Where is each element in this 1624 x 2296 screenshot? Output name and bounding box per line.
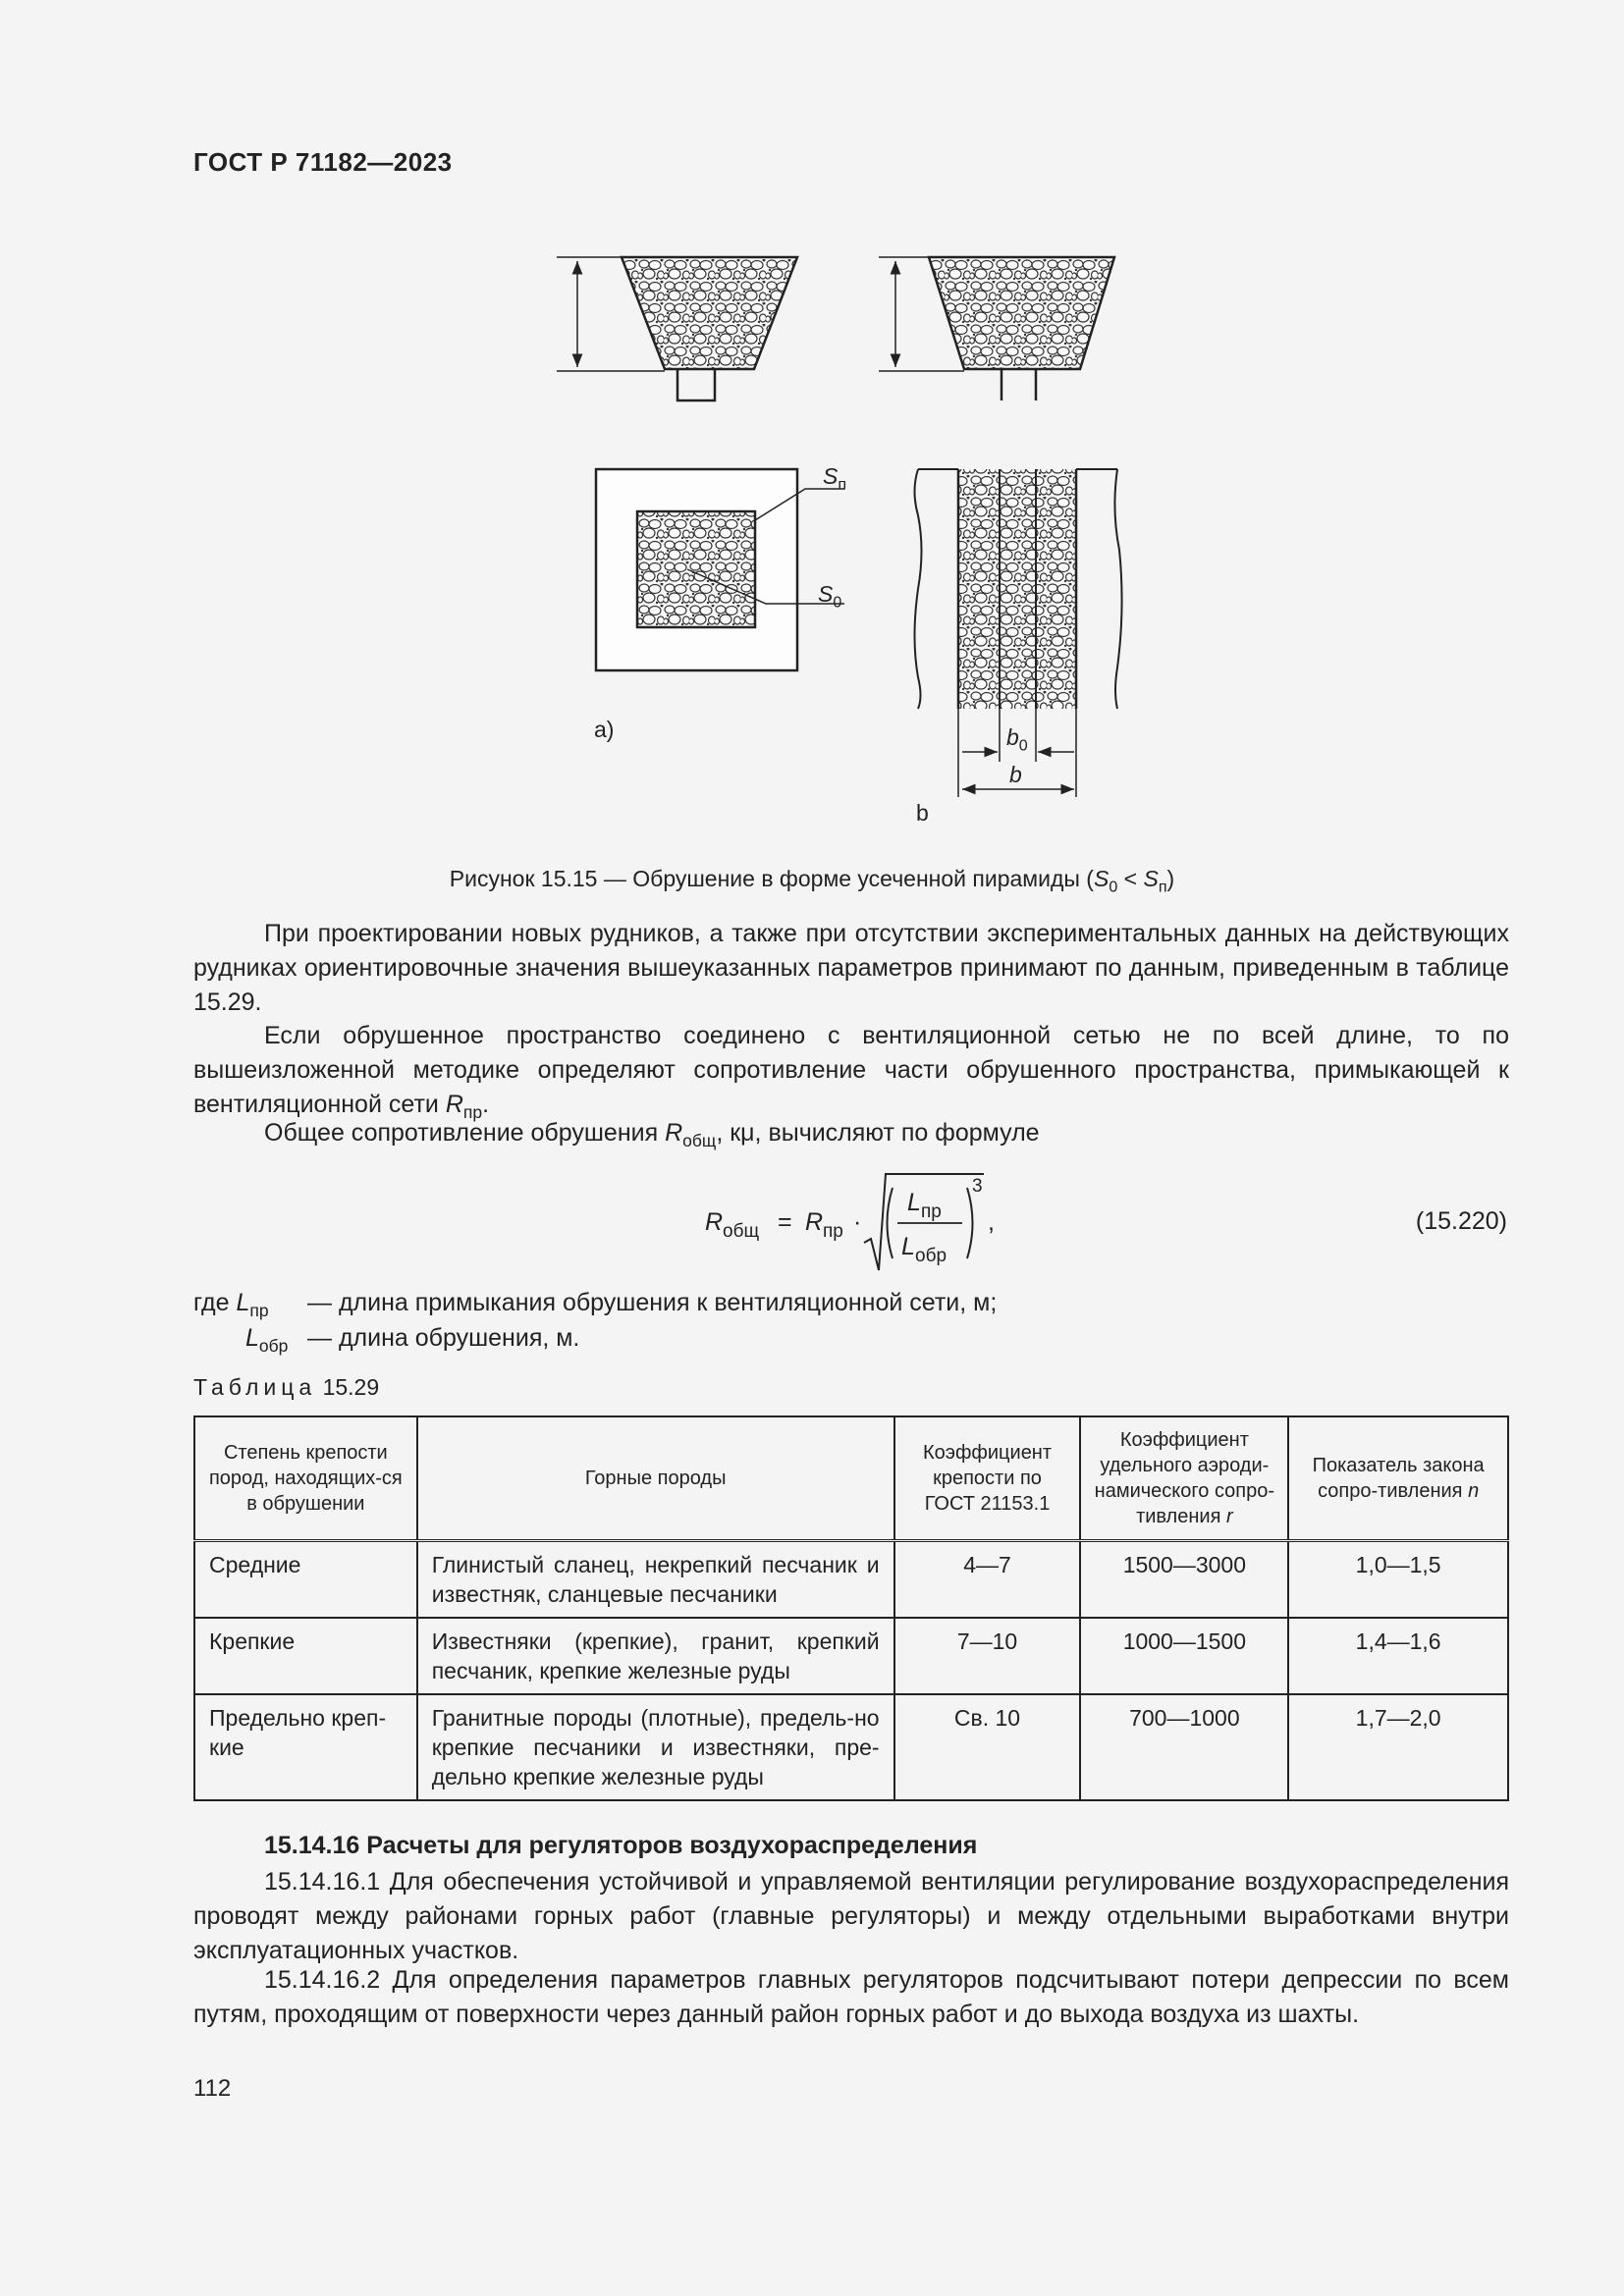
label-s-0: $S_0$	[818, 581, 842, 612]
figure-15-15	[0, 0, 1624, 896]
table-row	[194, 1694, 1508, 1800]
cell-coef: Св. 10	[894, 1694, 1081, 1800]
cell-coef: 7—10	[894, 1618, 1081, 1694]
formula-num: L	[907, 1189, 921, 1216]
label-b: b	[1009, 762, 1022, 787]
table-row	[194, 1618, 1508, 1694]
table-row	[194, 1541, 1508, 1619]
equation-number: (15.220)	[1415, 1207, 1507, 1235]
cell-r: 1500—3000	[1080, 1541, 1288, 1619]
cell-rocks: Известняки (крепкие), гранит, крепкий песчаник, крепкие железные руды	[417, 1618, 894, 1694]
figure-caption: Рисунок 15.15 — Обрушение в форме усеченной пирамиды $(S_0 < S_п)$	[449, 866, 1175, 896]
formula-lhs: R	[705, 1208, 724, 1236]
table-title: Таблица 15.29	[193, 1374, 380, 1400]
formula-power: 3	[972, 1176, 983, 1197]
table-header-row	[194, 1416, 1508, 1541]
header-variable: n	[1468, 1480, 1480, 1502]
figure-drawing	[0, 0, 1624, 883]
formula-lhs-sub: общ	[723, 1221, 760, 1242]
header-coef: Коэффициент крепости по ГОСТ 21153.1	[894, 1416, 1081, 1541]
header-n: Показатель закона сопро-тивления n	[1288, 1416, 1508, 1541]
cell-n: 1,4—1,6	[1288, 1618, 1508, 1694]
section-title: 15.14.16 Расчеты для регуляторов воздухораспределения	[264, 1832, 978, 1859]
formula-rhs: R	[805, 1208, 824, 1236]
section-paragraph-1: 15.14.16.1 Для обеспечения устойчивой и управляемой вентиляции регулирование воздухораспределения проводят между районами горных работ (главные регуляторы) и между отдельными выработками внутри эксплуатационных участков.	[193, 1868, 1509, 1964]
formula-graphic	[0, 1168, 1624, 1276]
figure-label-a: а)	[594, 717, 615, 742]
cell-r: 700—1000	[1080, 1694, 1288, 1800]
formula-15-220	[0, 1168, 1624, 1276]
cell-n: 1,7—2,0	[1288, 1694, 1508, 1800]
cell-coef: 4—7	[894, 1541, 1081, 1619]
cell-strength: Крепкие	[194, 1618, 417, 1694]
cell-n: 1,0—1,5	[1288, 1541, 1508, 1619]
figure-label-b: b	[916, 800, 929, 826]
label-b0: $b_0$	[1006, 724, 1028, 755]
cell-rocks: Гранитные породы (плотные), предель-но крепкие песчаники и известняки, пре-дельно крепкие железные руды	[417, 1694, 894, 1800]
where-line-2-text: — длина обрушения, м.	[307, 1324, 580, 1352]
header-rocks: Горные породы	[417, 1416, 894, 1541]
header-variable: r	[1225, 1506, 1233, 1527]
where-line-1: где $L_{пр}$	[193, 1289, 269, 1320]
section-paragraph-2: 15.14.16.2 Для определения параметров главных регуляторов подсчитывают потери депрессии по всем путям, проходящим от поверхности через данный район горных работ и до выхода воздуха из шахты.	[193, 1966, 1509, 2028]
label-s-p: $S_п$	[823, 463, 847, 494]
paragraph-3: Общее сопротивление обрушения $R_{общ}$, кμ, вычисляют по формуле	[264, 1119, 1040, 1150]
formula-dot: ·	[853, 1208, 862, 1236]
trapezoid-left	[557, 257, 797, 400]
cell-strength: Средние	[194, 1541, 417, 1619]
page-number: 112	[193, 2075, 232, 2102]
header-strength: Степень крепости пород, находящих-ся в обрушении	[194, 1416, 417, 1541]
formula-den-sub: обр	[915, 1246, 947, 1266]
formula-den: L	[901, 1233, 915, 1260]
formula-num-sub: пр	[921, 1201, 942, 1222]
cell-strength: Предельно креп-кие	[194, 1694, 417, 1800]
where-line-2: $L_{обр}$	[245, 1324, 289, 1356]
plan-view-a	[596, 469, 844, 670]
paragraph-2: Если обрушенное пространство соединено с вентиляционной сетью не по всей длине, то по вышеизложенной методике определяют сопротивление части обрушенного пространства, примыкающей к вентиляционной сети $R_{пр}$.	[193, 1022, 1509, 1122]
table-15-29	[193, 1415, 1509, 1801]
cell-r: 1000—1500	[1080, 1618, 1288, 1694]
formula-eq: =	[778, 1208, 792, 1236]
header-r: Коэффициент удельного аэроди-намического сопро-тивления r	[1080, 1416, 1288, 1541]
paragraph-1: При проектировании новых рудников, а также при отсутствии экспериментальных данных на действующих рудниках ориентировочные значения вышеуказанных параметров принимают по данным, приведенным в таблице 15.29.	[193, 920, 1509, 1016]
formula-comma: ,	[988, 1208, 995, 1236]
document-header: ГОСТ Р 71182—2023	[193, 147, 453, 177]
formula-rhs-sub: пр	[823, 1221, 843, 1242]
where-line-1-text: — длина примыкания обрушения к вентиляционной сети, м;	[307, 1289, 998, 1316]
cell-rocks: Глинистый сланец, некрепкий песчаник и известняк, сланцевые песчаники	[417, 1541, 894, 1619]
trapezoid-right	[879, 257, 1114, 400]
